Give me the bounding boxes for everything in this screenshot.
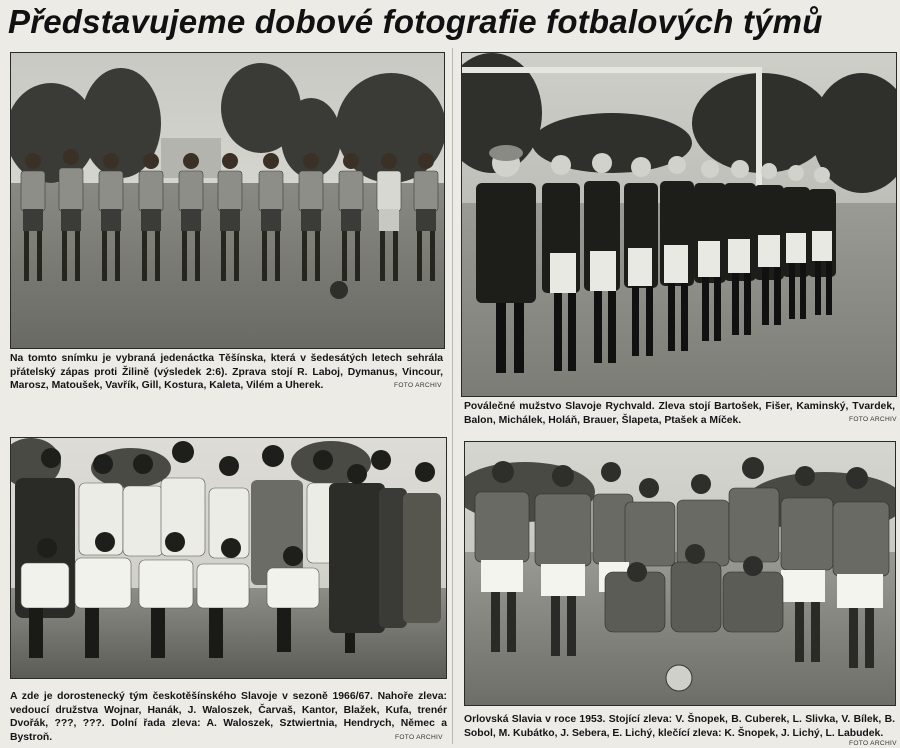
caption-orlova: Orlovská Slavia v roce 1953. Stojící zleva: V. Šnopek, B. Cuberek, L. Slivka, V. Bílek, B. Sobol, M. Kubátko, J. Sebera, E. Lichý, klečící zleva: K. Šnopek, J. Lichý, L. Labudek. — [464, 714, 895, 739]
caption-tesinsko: Na tomto snímku je vybraná jedenáctka Těšínska, která v šedesátých letech sehrála přátelský zápas proti Žilině (výsledek 2:6). Zprava stojí R. Laboj, Dymanus, Vincour, Marosz, Matoušek, Vavřík, Gill, Kostura, Kaleta, Vilém a Uherek. — [10, 353, 443, 391]
credit-orlova: FOTO ARCHIV — [849, 740, 897, 747]
team-photo-orlova — [464, 441, 896, 706]
caption-rychvald: Poválečné mužstvo Slavoje Rychvald. Zleva stojí Bartošek, Fišer, Kaminský, Tvardek, Balon, Michálek, Holáň, Brauer, Šlapeta, Ptašek a Míček. — [464, 401, 895, 426]
column-divider — [452, 48, 453, 744]
page-headline: Představujeme dobové fotografie fotbalových týmů — [8, 3, 823, 40]
caption-dorost: A zde je dorostenecký tým českotěšínského Slavoje v sezoně 1966/67. Nahoře zleva: vedoucí družstva Wojnar, Hanák, J. Waloszek, Čarvaš, Kantor, Blažek, Kufa, trenér Dvořák, ???, ???. Dolní řada zleva: A. Waloszek, Sztwiertnia, Hendrych, Němec a Bystroň. — [10, 691, 447, 743]
team-photo-tesinsko — [10, 52, 445, 349]
credit-tesinsko: FOTO ARCHIV — [394, 382, 442, 389]
credit-dorost: FOTO ARCHIV — [395, 734, 443, 741]
team-photo-dorost — [10, 437, 447, 679]
team-photo-rychvald — [461, 52, 897, 397]
credit-rychvald: FOTO ARCHIV — [849, 416, 897, 423]
